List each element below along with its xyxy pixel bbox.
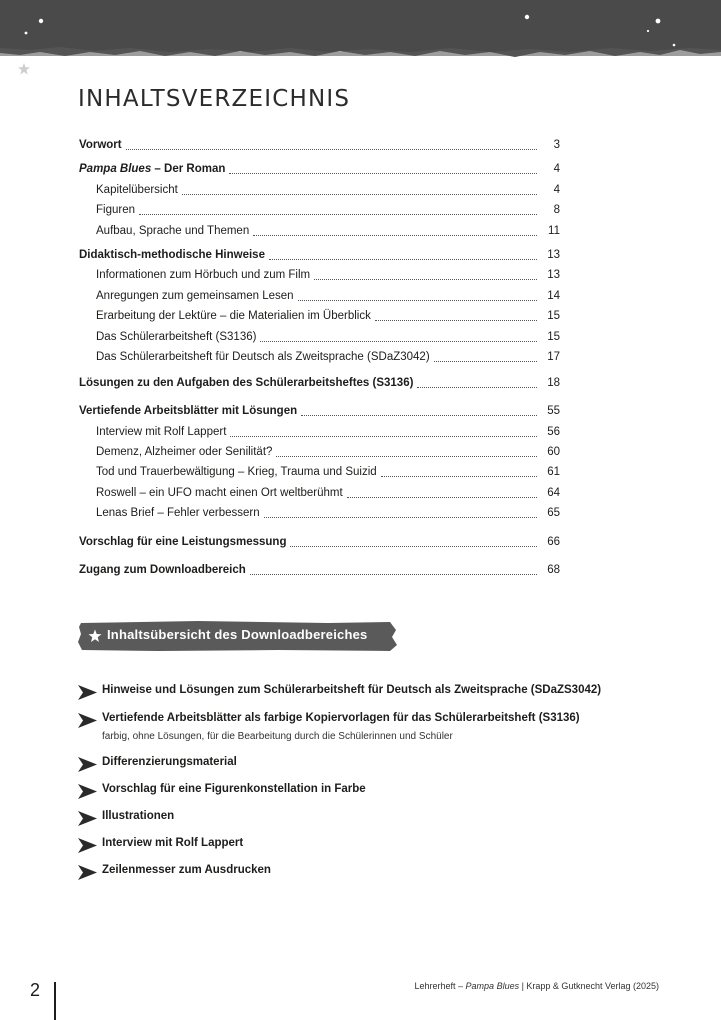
toc-page-number: 3 (553, 139, 560, 151)
toc-entry (79, 180, 560, 200)
toc-entry (79, 327, 560, 347)
toc-entry-text: Anregungen zum gemeinsamen Lesen (96, 290, 294, 302)
toc-entry-label (96, 200, 135, 220)
dot-leader (417, 387, 537, 388)
dot-leader (276, 456, 537, 457)
footer-prefix: Lehrerheft – (414, 981, 466, 991)
toc-entry-label (79, 373, 413, 393)
toc-entry-text: Demenz, Alzheimer oder Senilität? (96, 446, 273, 458)
dot-leader (260, 341, 537, 342)
arrow-bullet-icon (78, 865, 97, 880)
toc-entry-label (96, 265, 310, 285)
toc-entry-text: Kapitelübersicht (96, 184, 178, 196)
toc-entry-text: Didaktisch-methodische Hinweise (79, 249, 265, 261)
toc-entry-label (96, 347, 430, 367)
download-item-label: Hinweise und Lösungen zum Schülerarbeitsheft für Deutsch als Zweitsprache (SDaZS3042) (102, 684, 602, 696)
dot-leader (434, 361, 537, 362)
toc-page-number: 15 (547, 331, 560, 343)
toc-entry-label (96, 442, 272, 462)
toc-entry (79, 159, 560, 179)
toc-entry (79, 265, 560, 285)
toc-entry (79, 135, 560, 155)
toc-entry-text: Lösungen zu den Aufgaben des Schülerarbeitsheftes (S3136) (79, 377, 414, 389)
toc-entry (79, 286, 560, 306)
download-item-label: Differenzierungsmaterial (102, 756, 237, 768)
footer-credit (415, 981, 660, 991)
toc-page-number: 4 (553, 184, 560, 196)
banner-title: Inhaltsübersicht des Downloadbereiches (107, 627, 368, 642)
toc-page-number: 11 (548, 225, 560, 237)
toc-entry-text: Vorschlag für eine Leistungsmessung (79, 536, 287, 548)
toc-entry (79, 483, 560, 503)
toc-entry-text: – Der Roman (151, 163, 226, 175)
toc-entry-text: Informationen zum Hörbuch und zum Film (96, 269, 311, 281)
dot-leader (230, 436, 537, 437)
toc-entry-label (96, 327, 256, 347)
download-item-label: Illustrationen (102, 810, 175, 822)
toc-entry (79, 442, 560, 462)
dot-leader (381, 476, 537, 477)
toc-entry-label (96, 422, 226, 442)
page-number-divider (54, 982, 56, 1020)
toc-page-number: 4 (553, 163, 560, 175)
toc-page-number: 56 (547, 426, 560, 438)
toc-entry (79, 422, 560, 442)
toc-entry-text: Erarbeitung der Lektüre – die Materialien im Überblick (96, 310, 371, 322)
page-number: 2 (30, 980, 41, 1000)
toc-entry-text: Vertiefende Arbeitsblätter mit Lösungen (79, 405, 298, 417)
download-item-label: Vertiefende Arbeitsblätter als farbige Kopiervorlagen für das Schülerarbeitsheft (S3136) (102, 712, 580, 724)
toc-entry (79, 503, 560, 523)
dot-leader (182, 194, 537, 195)
download-item-label: Zeilenmesser zum Ausdrucken (102, 864, 271, 876)
dot-leader (229, 173, 537, 174)
arrow-bullet-icon (78, 811, 97, 826)
toc-entry-text: Lenas Brief – Fehler verbessern (96, 507, 260, 519)
toc-entry-label (79, 159, 225, 179)
toc-page-number: 68 (547, 564, 560, 576)
arrow-bullet-icon (78, 757, 97, 772)
toc-entry-label (79, 135, 122, 155)
toc-entry-italic: Pampa Blues (79, 163, 152, 175)
dot-leader (298, 300, 537, 301)
toc-entry-text: Tod und Trauerbewältigung – Krieg, Trauma und Suizid (96, 466, 377, 478)
toc-entry (79, 401, 560, 421)
star-dot (39, 19, 43, 23)
arrow-bullet-icon (78, 784, 97, 799)
toc-entry (79, 462, 560, 482)
toc-entry-label (96, 286, 294, 306)
download-item-label: Interview mit Rolf Lappert (102, 837, 244, 849)
toc-entry (79, 373, 560, 393)
toc-entry-label (79, 245, 265, 265)
toc-entry-label (79, 560, 246, 580)
toc-entry (79, 560, 560, 580)
toc-entry (79, 532, 560, 552)
toc-entry-label (96, 462, 377, 482)
toc-entry (79, 347, 560, 367)
toc-page-number: 17 (547, 351, 560, 363)
toc-entry-label (79, 532, 286, 552)
dot-leader (264, 517, 537, 518)
toc-entry-text: Zugang zum Downloadbereich (79, 564, 246, 576)
toc-page-number: 15 (547, 310, 560, 322)
toc-entry-text: Aufbau, Sprache und Themen (96, 225, 250, 237)
star-dot (656, 19, 661, 24)
star-icon (88, 629, 102, 643)
toc-entry-text: Figuren (96, 204, 135, 216)
toc-entry (79, 200, 560, 220)
dot-leader (139, 214, 537, 215)
header-band (0, 0, 721, 62)
toc-entry-label (96, 483, 343, 503)
download-item-note: farbig, ohne Lösungen, für die Bearbeitung durch die Schülerinnen und Schüler (102, 731, 453, 742)
toc-entry-text: Interview mit Rolf Lappert (96, 426, 227, 438)
dot-leader (301, 415, 537, 416)
arrow-bullet-icon (78, 713, 97, 728)
arrow-bullet-icon (78, 838, 97, 853)
toc-page-number: 14 (547, 290, 560, 302)
page-title: INHALTSVERZEICHNIS (78, 86, 351, 112)
dot-leader (375, 320, 537, 321)
star-dot (647, 30, 649, 32)
dot-leader (314, 279, 537, 280)
toc-entry-text: Das Schülerarbeitsheft (S3136) (96, 331, 257, 343)
toc-entry (79, 221, 560, 241)
footer-suffix: | Krapp & Gutknecht Verlag (2025) (519, 981, 659, 991)
toc-entry (79, 245, 560, 265)
toc-page-number: 64 (547, 487, 560, 499)
toc-entry (79, 306, 560, 326)
toc-page-number: 55 (547, 405, 560, 417)
star-dot (673, 44, 676, 47)
star-dot (525, 15, 529, 19)
toc-page-number: 65 (547, 507, 560, 519)
footer-book-title: Pampa Blues (465, 981, 520, 991)
toc-page-number: 13 (547, 249, 560, 261)
dot-leader (126, 149, 537, 150)
toc-page-number: 13 (547, 269, 560, 281)
toc-entry-text: Roswell – ein UFO macht einen Ort weltberühmt (96, 487, 343, 499)
toc-page-number: 66 (547, 536, 560, 548)
dot-leader (253, 235, 537, 236)
toc-entry-label (96, 503, 260, 523)
toc-page-number: 8 (553, 204, 560, 216)
dot-leader (269, 259, 537, 260)
toc-entry-label (96, 221, 249, 241)
toc-entry-label (96, 180, 178, 200)
star-dot (25, 32, 28, 35)
toc-page-number: 18 (547, 377, 560, 389)
dot-leader (250, 574, 537, 575)
toc-entry-text: Das Schülerarbeitsheft für Deutsch als Zweitsprache (SDaZ3042) (96, 351, 430, 363)
dot-leader (290, 546, 537, 547)
toc-entry-text: Vorwort (79, 139, 122, 151)
toc-page-number: 61 (547, 466, 560, 478)
dot-leader (347, 497, 537, 498)
star-icon (17, 62, 31, 76)
arrow-bullet-icon (78, 685, 97, 700)
download-item-label: Vorschlag für eine Figurenkonstellation in Farbe (102, 783, 366, 795)
toc-entry-label (96, 306, 371, 326)
download-section-banner (78, 620, 398, 652)
toc-entry-label (79, 401, 297, 421)
toc-page-number: 60 (547, 446, 560, 458)
